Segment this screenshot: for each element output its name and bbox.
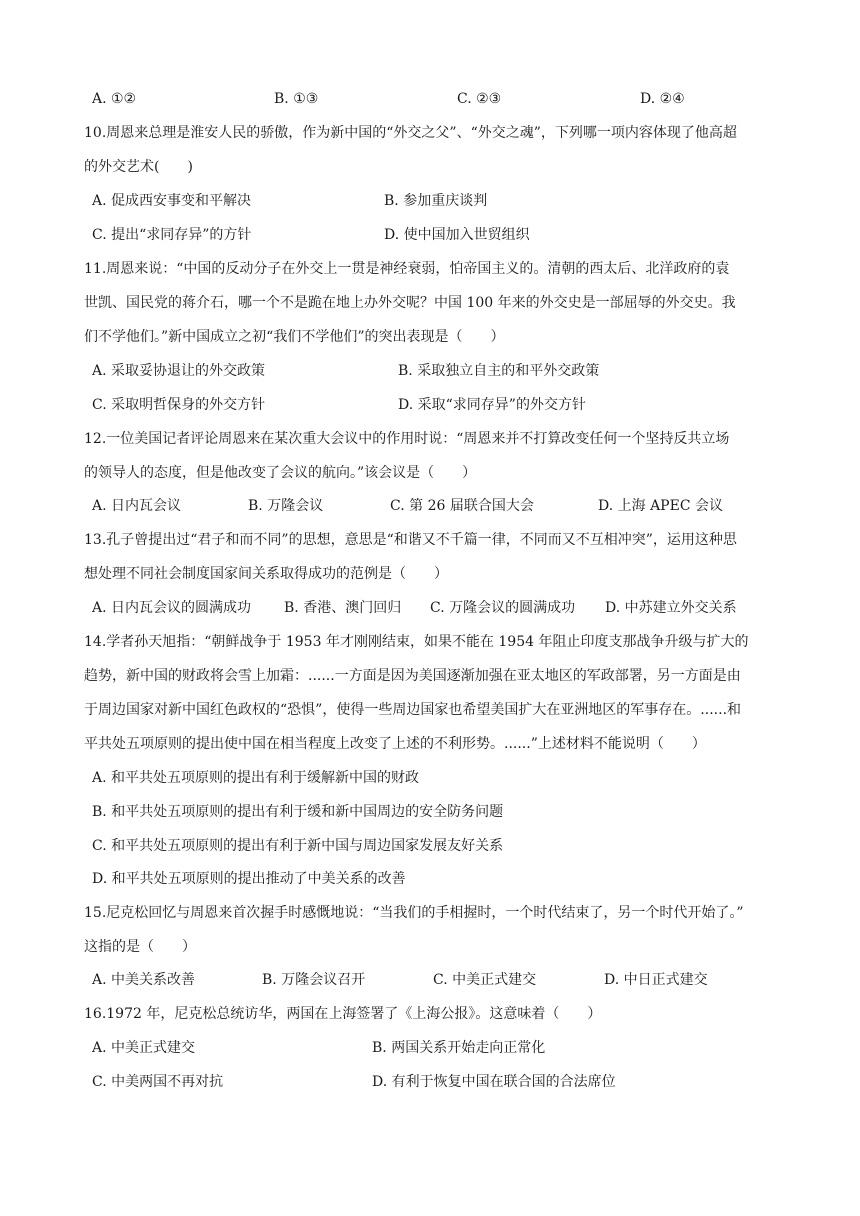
option-d: D. 有利于恢复中国在联合国的合法席位 <box>372 1074 616 1090</box>
option-a: A. 日内瓦会议的圆满成功 <box>92 600 252 616</box>
option-b: B. 和平共处五项原则的提出有利于缓和新中国周边的安全防务问题 <box>92 804 504 820</box>
question-11-stem-line-1: 11.周恩来说：“中国的反动分子在外交上一贯是神经衰弱，怕帝国主义的。清朝的西太后、北洋政府的袁 <box>84 261 730 277</box>
question-15-stem-line-2: 这指的是（ ） <box>84 939 196 955</box>
question-11-stem-line-3: 们不学他们。”新中国成立之初“我们不学他们”的突出表现是（ ） <box>84 329 505 345</box>
option-b: B. 两国关系开始走向正常化 <box>372 1040 546 1056</box>
option-a: A. 采取妥协退让的外交政策 <box>92 363 266 379</box>
option-c: C. 提出“求同存异”的方针 <box>92 227 252 243</box>
option-c: C. 采取明哲保身的外交方针 <box>92 397 266 413</box>
option-a: A. 促成西安事变和平解决 <box>92 193 252 209</box>
option-d: D. 中苏建立外交关系 <box>605 600 737 616</box>
option-c: C. 第 26 届联合国大会 <box>390 498 534 514</box>
question-10-stem-line-1: 10.周恩来总理是淮安人民的骄傲，作为新中国的“外交之父”、“外交之魂”，下列哪一项内容体现了他高超 <box>84 125 737 141</box>
question-14-stem-line-4: 平共处五项原则的提出使中国在相当程度上改变了上述的不利形势。......”上述材料不能说明（ ） <box>84 736 706 752</box>
option-a: A. 中美关系改善 <box>92 972 196 988</box>
question-11-stem-line-2: 世凯、国民党的蒋介石，哪一个不是跪在地上办外交呢？中国 100 年来的外交史是一部屈辱的外交史。我 <box>84 295 736 311</box>
option-c: C. 中美正式建交 <box>433 972 537 988</box>
option-b: B. 采取独立自主的和平外交政策 <box>398 363 600 379</box>
question-13-stem-line-1: 13.孔子曾提出过“君子和而不同”的思想，意思是“和谐又不千篇一律，不同而又不互相冲突”，运用这种思 <box>84 532 737 548</box>
option-d: D. ②④ <box>640 91 685 107</box>
question-14-stem-line-2: 趋势，新中国的财政将会雪上加霜：......一方面是因为美国逐渐加强在亚太地区的军政部署，另一方面是由 <box>84 668 741 684</box>
option-b: B. 万隆会议 <box>248 498 324 514</box>
option-b: B. 参加重庆谈判 <box>384 193 488 209</box>
option-a: A. 中美正式建交 <box>92 1040 196 1056</box>
option-d: D. 使中国加入世贸组织 <box>384 227 530 243</box>
option-b: B. 香港、澳门回归 <box>284 600 402 616</box>
option-c: C. 万隆会议的圆满成功 <box>430 600 576 616</box>
option-d: D. 上海 APEC 会议 <box>598 498 723 514</box>
question-12-stem-line-1: 12.一位美国记者评论周恩来在某次重大会议中的作用时说：“周恩来并不打算改变任何一个坚持反共立场 <box>84 431 730 447</box>
option-c: C. 和平共处五项原则的提出有利于新中国与周边国家发展友好关系 <box>92 838 504 854</box>
option-a: A. 和平共处五项原则的提出有利于缓解新中国的财政 <box>92 770 420 786</box>
option-d: D. 采取“求同存异”的外交方针 <box>398 397 586 413</box>
option-a: A. 日内瓦会议 <box>92 498 182 514</box>
option-d: D. 和平共处五项原则的提出推动了中美关系的改善 <box>92 871 406 887</box>
question-12-stem-line-2: 的领导人的态度，但是他改变了会议的航向。”该会议是（ ） <box>84 465 477 481</box>
option-b: B. ①③ <box>274 91 319 107</box>
question-15-stem-line-1: 15.尼克松回忆与周恩来首次握手时感慨地说：“当我们的手相握时，一个时代结束了，另一个时代开始了。” <box>84 905 744 921</box>
option-d: D. 中日正式建交 <box>604 972 708 988</box>
option-c: C. 中美两国不再对抗 <box>92 1074 224 1090</box>
question-16-stem-line-1: 16.1972 年，尼克松总统访华，两国在上海签署了《上海公报》。这意味着（ ） <box>84 1006 602 1022</box>
option-b: B. 万隆会议召开 <box>262 972 366 988</box>
question-14-stem-line-1: 14.学者孙天旭指：“朝鲜战争于 1953 年才刚刚结束，如果不能在 1954 年阻止印度支那战争升级与扩大的 <box>84 634 749 650</box>
question-14-stem-line-3: 于周边国家对新中国红色政权的“恐惧”，使得一些周边国家也希望美国扩大在亚洲地区的军事存在。......和 <box>84 702 742 718</box>
question-10-stem-line-2: 的外交艺术( ) <box>84 159 193 175</box>
option-c: C. ②③ <box>457 91 502 107</box>
option-a: A. ①② <box>92 91 137 107</box>
question-13-stem-line-2: 想处理不同社会制度国家间关系取得成功的范例是（ ） <box>84 566 448 582</box>
